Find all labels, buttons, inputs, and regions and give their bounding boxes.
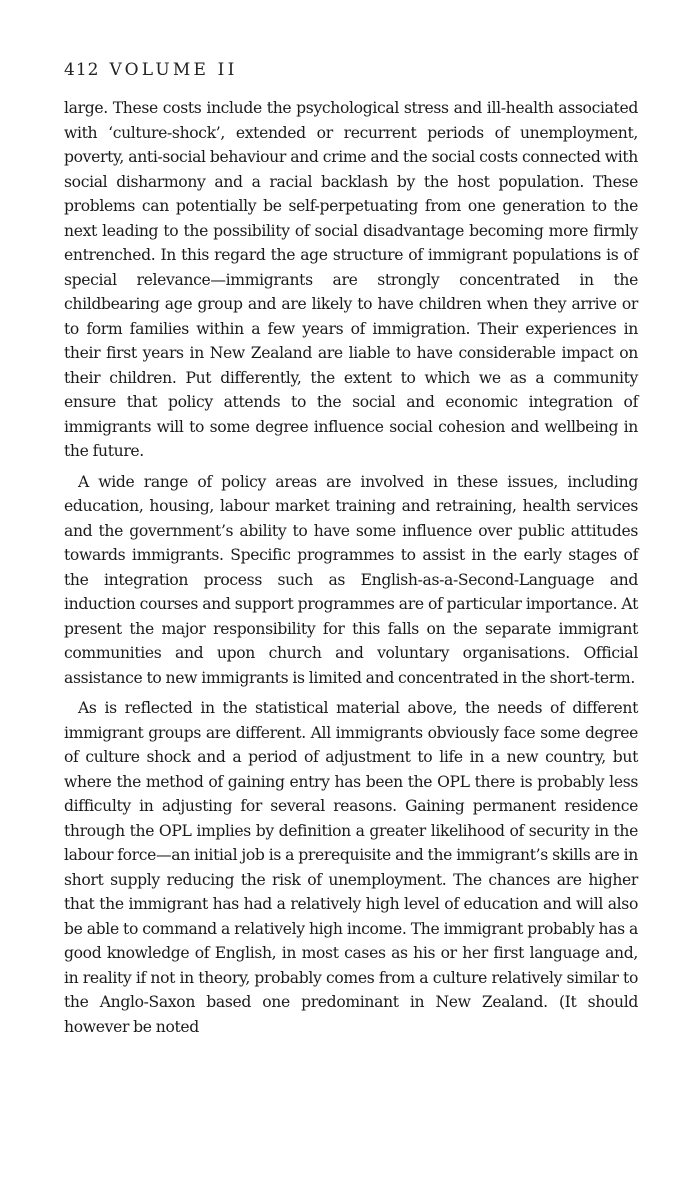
body-paragraph-3: As is reflected in the statistical material above, the needs of different immigrant groups are different. All immigrants obviously face some degree of culture shock and a period of adjustment to life in a new country, but where the method of gaining entry has been the OPL there is probably less difficulty in adjusting for several reasons. Gaining permanent residence through the OPL implies by definition a greater likelihood of security in the labour force—an initial job is a prerequisite and the immigrant’s skills are in short supply reducing the risk of unemployment. The chances are higher that the immigrant has had a relatively high level of education and will also be able to command a relatively high income. The immigrant probably has a good knowledge of English, in most cases as his or her first language and, in reality if not in theory, probably comes from a culture relatively similar to the Anglo-Saxon based one predominant in New Zealand. (It should however be noted	[64, 699, 638, 1036]
running-head	[64, 58, 638, 82]
book-page	[64, 58, 638, 1039]
page-number: 412	[64, 60, 100, 80]
body-paragraph-1: large. These costs include the psychological stress and ill-health associated with ‘culture-shock’, extended or recurrent periods of unemployment, poverty, anti-social behaviour and crime and the social costs connected with social disharmony and a racial backlash by the host population. These problems can potentially be self-perpetuating from one generation to the next leading to the possibility of social disadvantage becoming more firmly entrenched. In this regard the age structure of immigrant populations is of special relevance—immigrants are strongly concentrated in the childbearing age group and are likely to have children when they arrive or to form families within a few years of immigration. Their experiences in their first years in New Zealand are liable to have considerable impact on their children. Put differently, the extent to which we as a community ensure that policy attends to the social and economic integration of immigrants will to some degree influence social cohesion and wellbeing in the future.	[64, 99, 638, 460]
volume-label: VOLUME II	[109, 60, 238, 80]
body-paragraph-2: A wide range of policy areas are involved in these issues, including education, housing, labour market training and retraining, health services and the government’s ability to have some influence over public attitudes towards immigrants. Specific programmes to assist in the early stages of the integration process such as English-as-a-Second-Language and induction courses and support programmes are of particular importance. At present the major responsibility for this falls on the separate immigrant communities and upon church and voluntary organisations. Official assistance to new immigrants is limited and concentrated in the short-term.	[64, 472, 638, 687]
